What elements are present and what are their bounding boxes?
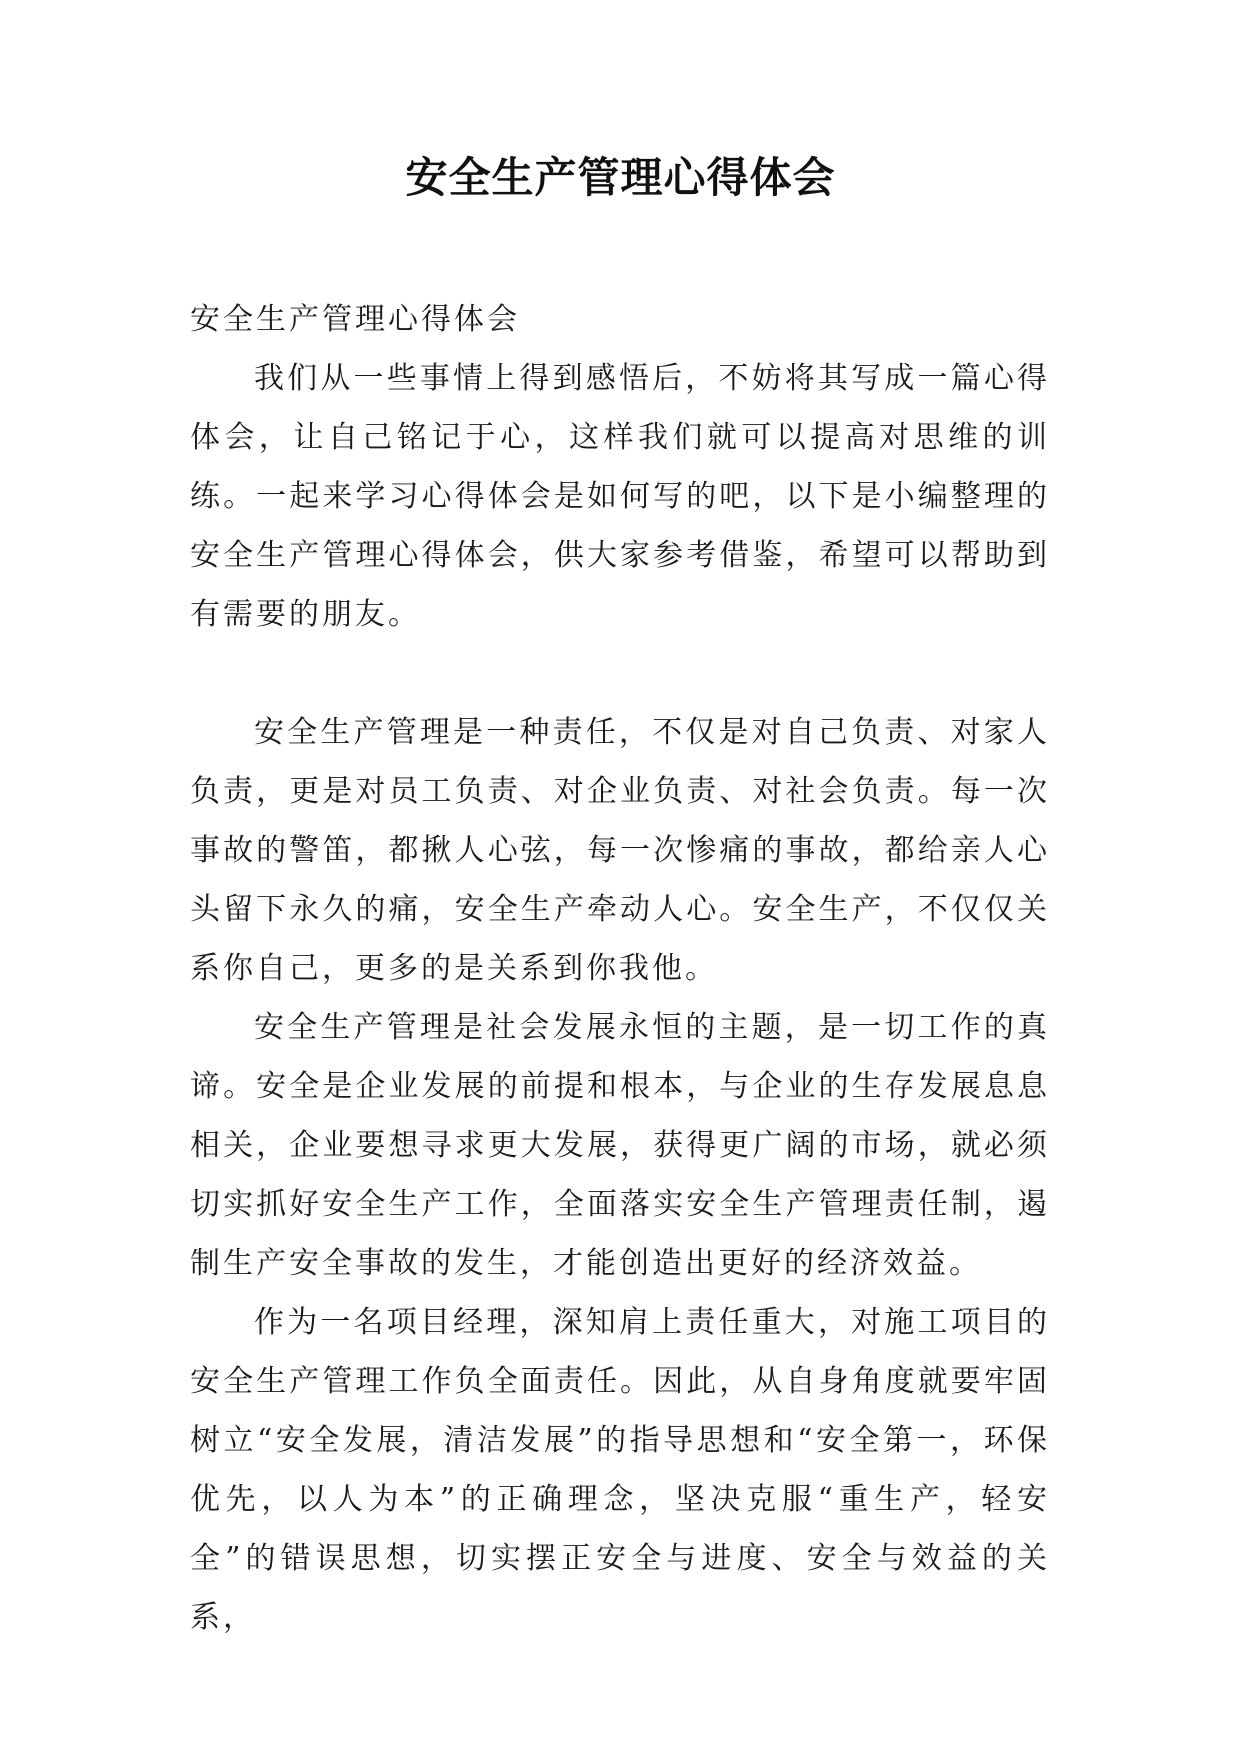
body-paragraph-1: 安全生产管理是一种责任，不仅是对自己负责、对家人负责，更是对员工负责、对企业负责、对社会负责。每一次事故的警笛，都揪人心弦，每一次惨痛的事故，都给亲人心头留下永久的痛，安全生产牵动人心。安全生产，不仅仅关系你自己，更多的是关系到你我他。	[190, 715, 1050, 986]
document-title: 安全生产管理心得体会	[405, 153, 836, 202]
paragraph-gap	[190, 644, 1050, 703]
document-body	[190, 290, 1050, 1647]
body-paragraph-3: 作为一名项目经理，深知肩上责任重大，对施工项目的安全生产管理工作负全面责任。因此，从自身角度就要牢固树立“安全发展，清洁发展”的指导思想和“安全第一，环保优先，以人为本”的正确理念，坚决克服“重生产，轻安全”的错误思想，切实摆正安全与进度、安全与效益的关系，	[190, 1305, 1050, 1635]
intro-paragraph: 我们从一些事情上得到感悟后，不妨将其写成一篇心得体会，让自己铭记于心，这样我们就可以提高对思维的训练。一起来学习心得体会是如何写的吧，以下是小编整理的安全生产管理心得体会，供大家参考借鉴，希望可以帮助到有需要的朋友。	[190, 361, 1050, 632]
body-paragraph-2: 安全生产管理是社会发展永恒的主题，是一切工作的真谛。安全是企业发展的前提和根本，与企业的生存发展息息相关，企业要想寻求更大发展，获得更广阔的市场，就必须切实抓好安全生产工作，全面落实安全生产管理责任制，遏制生产安全事故的发生，才能创造出更好的经济效益。	[190, 1010, 1050, 1281]
document-subtitle: 安全生产管理心得体会	[190, 302, 520, 337]
